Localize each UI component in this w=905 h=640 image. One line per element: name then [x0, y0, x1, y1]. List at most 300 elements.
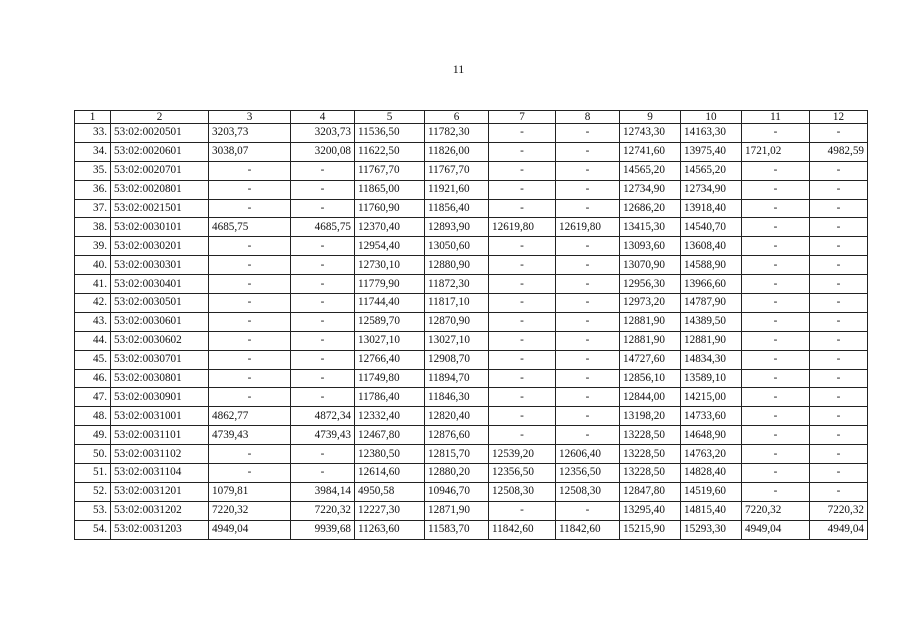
table-cell: - [810, 180, 868, 199]
table-cell: - [291, 464, 355, 483]
table-cell: - [291, 237, 355, 256]
table-row [75, 237, 868, 256]
table-row [75, 482, 868, 501]
table-cell: 12589,70 [355, 312, 425, 331]
table-cell: 53:02:0030602 [111, 331, 209, 350]
table-cell: 46. [75, 369, 111, 388]
table-cell: - [489, 142, 556, 161]
table-cell: 53:02:0030701 [111, 350, 209, 369]
table-cell: 12467,80 [355, 426, 425, 445]
table-cell: - [742, 407, 810, 426]
table-cell: - [209, 331, 291, 350]
table-cell: 13050,60 [425, 237, 489, 256]
table-cell: 4685,75 [291, 218, 355, 237]
table-cell: 13228,50 [620, 445, 681, 464]
table-row [75, 350, 868, 369]
table-cell: - [209, 445, 291, 464]
table-cell: 7220,32 [209, 501, 291, 520]
table-cell: - [556, 237, 620, 256]
data-table [74, 110, 868, 540]
table-cell: - [810, 256, 868, 275]
page-number: 11 [452, 62, 465, 76]
table-cell: 1721,02 [742, 142, 810, 161]
table-cell: 13975,40 [681, 142, 742, 161]
table-cell: - [209, 237, 291, 256]
table-cell: 13295,40 [620, 501, 681, 520]
table-cell: - [489, 161, 556, 180]
table-cell: 48. [75, 407, 111, 426]
table-cell: 12743,30 [620, 124, 681, 143]
table-cell: 12539,20 [489, 445, 556, 464]
table-cell: 53:02:0020701 [111, 161, 209, 180]
table-cell: 11767,70 [355, 161, 425, 180]
table-cell: 53:02:0020801 [111, 180, 209, 199]
table-cell: 12508,30 [556, 482, 620, 501]
table-row [75, 218, 868, 237]
table-row [75, 520, 868, 539]
table-cell: - [742, 161, 810, 180]
table-cell: - [742, 312, 810, 331]
table-cell: 11817,10 [425, 294, 489, 313]
table-row [75, 142, 868, 161]
table-cell: 3200,08 [291, 142, 355, 161]
table-cell: 12870,90 [425, 312, 489, 331]
table-cell: 45. [75, 350, 111, 369]
table-cell: - [742, 275, 810, 294]
table-cell: 12881,90 [681, 331, 742, 350]
column-header-5: 5 [355, 111, 425, 124]
table-cell: 4950,58 [355, 482, 425, 501]
table-cell: - [556, 501, 620, 520]
table-cell: - [810, 237, 868, 256]
table-cell: 36. [75, 180, 111, 199]
table-cell: - [810, 331, 868, 350]
table-cell: - [489, 369, 556, 388]
column-header-2: 2 [111, 111, 209, 124]
table-cell: 4739,43 [209, 426, 291, 445]
table-cell: 12606,40 [556, 445, 620, 464]
table-cell: 14727,60 [620, 350, 681, 369]
table-cell: - [489, 199, 556, 218]
table-cell: - [556, 388, 620, 407]
table-cell: - [742, 445, 810, 464]
table-cell: - [291, 312, 355, 331]
table-cell: - [291, 199, 355, 218]
table-cell: - [556, 350, 620, 369]
table-cell: - [810, 482, 868, 501]
table-cell: 53:02:0030101 [111, 218, 209, 237]
table-cell: - [742, 124, 810, 143]
table-cell: 13608,40 [681, 237, 742, 256]
table-cell: 15293,30 [681, 520, 742, 539]
table-cell: 12686,20 [620, 199, 681, 218]
table-cell: 12380,50 [355, 445, 425, 464]
table-cell: 11856,40 [425, 199, 489, 218]
table-cell: 13027,10 [425, 331, 489, 350]
table-cell: - [291, 369, 355, 388]
table-cell: 42. [75, 294, 111, 313]
table-row [75, 369, 868, 388]
table-cell: 12881,90 [620, 331, 681, 350]
table-cell: 11842,60 [556, 520, 620, 539]
table-cell: - [742, 294, 810, 313]
table-cell: 12766,40 [355, 350, 425, 369]
column-header-8: 8 [556, 111, 620, 124]
table-cell: 14828,40 [681, 464, 742, 483]
column-header-1: 1 [75, 111, 111, 124]
table-row [75, 124, 868, 143]
table-cell: - [209, 350, 291, 369]
table-cell: - [742, 350, 810, 369]
table-cell: 11842,60 [489, 520, 556, 539]
table-cell: 12730,10 [355, 256, 425, 275]
table-cell: 11782,30 [425, 124, 489, 143]
table-cell: - [810, 124, 868, 143]
table-cell: - [489, 256, 556, 275]
table-cell: - [209, 388, 291, 407]
table-cell: 11583,70 [425, 520, 489, 539]
table-cell: - [742, 426, 810, 445]
table-cell: 11767,70 [425, 161, 489, 180]
column-header-9: 9 [620, 111, 681, 124]
table-row [75, 199, 868, 218]
table-cell: 51. [75, 464, 111, 483]
table-cell: - [489, 124, 556, 143]
table-row [75, 331, 868, 350]
table-cell: - [742, 388, 810, 407]
table-cell: 13228,50 [620, 464, 681, 483]
table-cell: - [489, 237, 556, 256]
table-cell: - [810, 426, 868, 445]
table-cell: - [742, 256, 810, 275]
table-cell: 40. [75, 256, 111, 275]
table-cell: - [742, 218, 810, 237]
table-cell: 14648,90 [681, 426, 742, 445]
table-cell: - [810, 369, 868, 388]
table-cell: 11894,70 [425, 369, 489, 388]
table-cell: 41. [75, 275, 111, 294]
column-header-4: 4 [291, 111, 355, 124]
table-cell: - [810, 199, 868, 218]
column-header-7: 7 [489, 111, 556, 124]
column-header-10: 10 [681, 111, 742, 124]
table-cell: - [489, 407, 556, 426]
table-cell: 14787,90 [681, 294, 742, 313]
table-cell: 39. [75, 237, 111, 256]
table-cell: - [209, 275, 291, 294]
table-cell: 7220,32 [810, 501, 868, 520]
table-cell: 53:02:0031101 [111, 426, 209, 445]
table-cell: 14733,60 [681, 407, 742, 426]
table-cell: 12614,60 [355, 464, 425, 483]
table-cell: 33. [75, 124, 111, 143]
table-cell: 1079,81 [209, 482, 291, 501]
table-cell: - [810, 388, 868, 407]
table-cell: 12619,80 [556, 218, 620, 237]
table-cell: 12893,90 [425, 218, 489, 237]
table-cell: 14588,90 [681, 256, 742, 275]
table-cell: 12954,40 [355, 237, 425, 256]
table-cell: 53:02:0030301 [111, 256, 209, 275]
table-cell: - [556, 369, 620, 388]
table-cell: 12815,70 [425, 445, 489, 464]
table-cell: - [556, 275, 620, 294]
table-row [75, 388, 868, 407]
table-cell: - [742, 237, 810, 256]
table-cell: - [489, 275, 556, 294]
column-header-3: 3 [209, 111, 291, 124]
table-cell: - [209, 180, 291, 199]
table-cell: 4982,59 [810, 142, 868, 161]
table-row [75, 445, 868, 464]
table-cell: - [489, 180, 556, 199]
table-cell: 4949,04 [810, 520, 868, 539]
table-cell: 53:02:0031201 [111, 482, 209, 501]
table-row [75, 275, 868, 294]
table-cell: 53:02:0030801 [111, 369, 209, 388]
table-cell: - [291, 388, 355, 407]
table-cell: - [209, 464, 291, 483]
table-row [75, 161, 868, 180]
table-cell: - [810, 350, 868, 369]
table-row [75, 407, 868, 426]
table-header-row [75, 111, 868, 124]
table-cell: 14834,30 [681, 350, 742, 369]
table-cell: - [291, 445, 355, 464]
table-cell: 13228,50 [620, 426, 681, 445]
table-cell: - [209, 369, 291, 388]
table-cell: - [291, 275, 355, 294]
table-cell: 3984,14 [291, 482, 355, 501]
table-cell: 12908,70 [425, 350, 489, 369]
table-row [75, 294, 868, 313]
table-cell: - [489, 331, 556, 350]
table-row [75, 256, 868, 275]
table-row [75, 180, 868, 199]
table-cell: 3203,73 [291, 124, 355, 143]
table-cell: 4949,04 [742, 520, 810, 539]
table-cell: 11846,30 [425, 388, 489, 407]
table-cell: - [556, 180, 620, 199]
table-cell: 11786,40 [355, 388, 425, 407]
table-cell: 53:02:0020601 [111, 142, 209, 161]
table-row [75, 312, 868, 331]
table-cell: - [291, 331, 355, 350]
table-cell: - [209, 256, 291, 275]
table-cell: 52. [75, 482, 111, 501]
table-cell: 12227,30 [355, 501, 425, 520]
column-header-12: 12 [810, 111, 868, 124]
table-cell: - [556, 199, 620, 218]
table-cell: 53:02:0031104 [111, 464, 209, 483]
table-cell: 12973,20 [620, 294, 681, 313]
table-cell: - [556, 161, 620, 180]
table-cell: 53:02:0031001 [111, 407, 209, 426]
table-cell: - [742, 482, 810, 501]
table-cell: 38. [75, 218, 111, 237]
table-cell: 12880,90 [425, 256, 489, 275]
table-cell: 11779,90 [355, 275, 425, 294]
table-cell: 12871,90 [425, 501, 489, 520]
table-cell: 12880,20 [425, 464, 489, 483]
table-cell: - [209, 294, 291, 313]
table-cell: - [291, 180, 355, 199]
table-cell: 53:02:0030201 [111, 237, 209, 256]
table-cell: 11921,60 [425, 180, 489, 199]
table-cell: 47. [75, 388, 111, 407]
table-cell: 13198,20 [620, 407, 681, 426]
table-cell: - [209, 312, 291, 331]
table-cell: 49. [75, 426, 111, 445]
table-cell: 13070,90 [620, 256, 681, 275]
table-cell: 3203,73 [209, 124, 291, 143]
table-cell: - [556, 426, 620, 445]
table-cell: 14763,20 [681, 445, 742, 464]
table-cell: 35. [75, 161, 111, 180]
table-cell: 53:02:0030501 [111, 294, 209, 313]
table-cell: - [489, 350, 556, 369]
table-cell: 12881,90 [620, 312, 681, 331]
table-cell: 12847,80 [620, 482, 681, 501]
table-cell: - [291, 161, 355, 180]
table-cell: 14163,30 [681, 124, 742, 143]
table-row [75, 501, 868, 520]
table-cell: - [810, 218, 868, 237]
table-cell: 53. [75, 501, 111, 520]
table-cell: 53:02:0031102 [111, 445, 209, 464]
table-cell: 11872,30 [425, 275, 489, 294]
table-cell: 10946,70 [425, 482, 489, 501]
table-cell: - [291, 256, 355, 275]
table-cell: - [556, 256, 620, 275]
table-cell: - [556, 124, 620, 143]
table-cell: 12876,60 [425, 426, 489, 445]
table-cell: 54. [75, 520, 111, 539]
table-cell: 53:02:0021501 [111, 199, 209, 218]
table-cell: - [742, 199, 810, 218]
table-cell: - [810, 445, 868, 464]
table-cell: 13918,40 [681, 199, 742, 218]
table-cell: - [209, 161, 291, 180]
table-cell: - [489, 426, 556, 445]
table-cell: 11865,00 [355, 180, 425, 199]
table-cell: 13966,60 [681, 275, 742, 294]
table-cell: - [742, 180, 810, 199]
table-cell: 13093,60 [620, 237, 681, 256]
table-cell: 12820,40 [425, 407, 489, 426]
table-cell: - [810, 312, 868, 331]
table-cell: 4739,43 [291, 426, 355, 445]
table-cell: 37. [75, 199, 111, 218]
table-cell: 14565,20 [681, 161, 742, 180]
table-cell: 53:02:0031202 [111, 501, 209, 520]
column-header-11: 11 [742, 111, 810, 124]
table-cell: - [556, 294, 620, 313]
table-cell: - [489, 501, 556, 520]
table-cell: 53:02:0030401 [111, 275, 209, 294]
table-cell: - [291, 294, 355, 313]
table-cell: 50. [75, 445, 111, 464]
table-cell: 53:02:0020501 [111, 124, 209, 143]
table-cell: - [810, 161, 868, 180]
table-cell: - [489, 294, 556, 313]
table-cell: 11536,50 [355, 124, 425, 143]
table-cell: 14565,20 [620, 161, 681, 180]
table-cell: - [556, 142, 620, 161]
table-cell: - [489, 388, 556, 407]
table-cell: 12956,30 [620, 275, 681, 294]
table-cell: - [556, 331, 620, 350]
table-cell: 12856,10 [620, 369, 681, 388]
table-cell: - [742, 464, 810, 483]
table-cell: 12741,60 [620, 142, 681, 161]
table-cell: 4685,75 [209, 218, 291, 237]
table-cell: 9939,68 [291, 520, 355, 539]
table-cell: 12332,40 [355, 407, 425, 426]
table-cell: - [556, 407, 620, 426]
table-row [75, 464, 868, 483]
table-cell: 14215,00 [681, 388, 742, 407]
table-cell: 11263,60 [355, 520, 425, 539]
table-cell: 43. [75, 312, 111, 331]
table-cell: - [291, 350, 355, 369]
table-cell: 13415,30 [620, 218, 681, 237]
table-cell: 53:02:0030901 [111, 388, 209, 407]
table-cell: 11826,00 [425, 142, 489, 161]
table-cell: 12508,30 [489, 482, 556, 501]
table-cell: 12356,50 [489, 464, 556, 483]
table-cell: - [810, 294, 868, 313]
table-cell: 7220,32 [291, 501, 355, 520]
table-cell: 15215,90 [620, 520, 681, 539]
table-cell: - [209, 199, 291, 218]
table-cell: 12734,90 [620, 180, 681, 199]
table-cell: 11744,40 [355, 294, 425, 313]
table-cell: - [489, 312, 556, 331]
table-cell: 12734,90 [681, 180, 742, 199]
table-cell: 44. [75, 331, 111, 350]
table-cell: 12370,40 [355, 218, 425, 237]
table-row [75, 426, 868, 445]
table-cell: 11760,90 [355, 199, 425, 218]
column-header-6: 6 [425, 111, 489, 124]
table-cell: - [810, 407, 868, 426]
table-cell: - [556, 312, 620, 331]
table-cell: 34. [75, 142, 111, 161]
table-cell: 7220,32 [742, 501, 810, 520]
table-cell: 11622,50 [355, 142, 425, 161]
table-cell: 12356,50 [556, 464, 620, 483]
table-cell: 3038,07 [209, 142, 291, 161]
table-cell: 4949,04 [209, 520, 291, 539]
table-cell: 4862,77 [209, 407, 291, 426]
table-cell: 11749,80 [355, 369, 425, 388]
table-cell: - [742, 369, 810, 388]
table-cell: - [742, 331, 810, 350]
table-cell: 53:02:0030601 [111, 312, 209, 331]
table-cell: 14519,60 [681, 482, 742, 501]
table-cell: - [810, 464, 868, 483]
table-cell: 4872,34 [291, 407, 355, 426]
table-cell: 14540,70 [681, 218, 742, 237]
table-cell: 13589,10 [681, 369, 742, 388]
table-cell: 13027,10 [355, 331, 425, 350]
table-cell: - [810, 275, 868, 294]
table-cell: 14815,40 [681, 501, 742, 520]
table-cell: 12619,80 [489, 218, 556, 237]
table-cell: 14389,50 [681, 312, 742, 331]
table-cell: 53:02:0031203 [111, 520, 209, 539]
